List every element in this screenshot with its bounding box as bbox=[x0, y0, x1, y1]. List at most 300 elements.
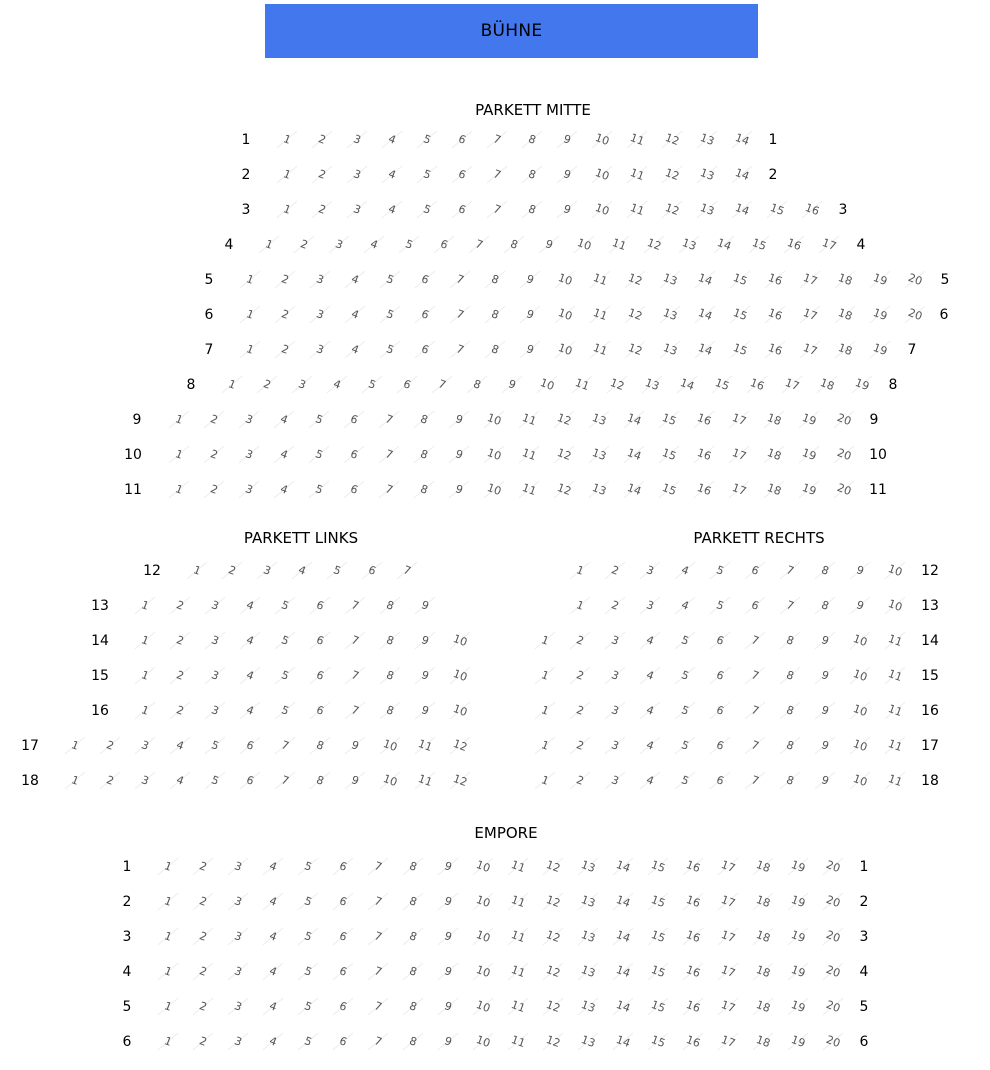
seat[interactable] bbox=[328, 997, 358, 1017]
seat[interactable] bbox=[357, 561, 387, 581]
seat[interactable] bbox=[223, 997, 253, 1017]
seat[interactable] bbox=[305, 736, 335, 756]
seat[interactable] bbox=[637, 375, 667, 395]
seat[interactable] bbox=[339, 480, 369, 500]
seat[interactable] bbox=[748, 997, 778, 1017]
seat[interactable] bbox=[188, 927, 218, 947]
seat[interactable] bbox=[585, 340, 615, 360]
seat[interactable] bbox=[375, 631, 405, 651]
seat[interactable] bbox=[199, 445, 229, 465]
seat[interactable] bbox=[328, 1032, 358, 1052]
seat[interactable] bbox=[678, 1032, 708, 1052]
seat[interactable] bbox=[635, 771, 665, 791]
seat[interactable] bbox=[829, 480, 859, 500]
seat[interactable] bbox=[340, 270, 370, 290]
seat[interactable] bbox=[794, 410, 824, 430]
seat[interactable] bbox=[619, 410, 649, 430]
seat[interactable] bbox=[530, 666, 560, 686]
seat[interactable] bbox=[305, 270, 335, 290]
seat[interactable] bbox=[532, 375, 562, 395]
seat[interactable] bbox=[153, 857, 183, 877]
seat[interactable] bbox=[427, 375, 457, 395]
seat[interactable] bbox=[549, 410, 579, 430]
seat[interactable] bbox=[777, 375, 807, 395]
seat[interactable] bbox=[705, 666, 735, 686]
seat[interactable] bbox=[304, 480, 334, 500]
seat[interactable] bbox=[445, 736, 475, 756]
seat[interactable] bbox=[742, 375, 772, 395]
seat[interactable] bbox=[375, 270, 405, 290]
seat[interactable] bbox=[200, 666, 230, 686]
seat[interactable] bbox=[783, 857, 813, 877]
seat[interactable] bbox=[324, 235, 354, 255]
seat[interactable] bbox=[900, 305, 930, 325]
seat[interactable] bbox=[235, 666, 265, 686]
seat[interactable] bbox=[690, 340, 720, 360]
seat[interactable] bbox=[608, 892, 638, 912]
seat[interactable] bbox=[657, 165, 687, 185]
seat[interactable] bbox=[705, 701, 735, 721]
seat[interactable] bbox=[235, 270, 265, 290]
seat[interactable] bbox=[398, 927, 428, 947]
seat[interactable] bbox=[552, 165, 582, 185]
seat[interactable] bbox=[429, 235, 459, 255]
seat[interactable] bbox=[600, 771, 630, 791]
seat[interactable] bbox=[573, 857, 603, 877]
seat[interactable] bbox=[705, 596, 735, 616]
seat[interactable] bbox=[165, 701, 195, 721]
seat[interactable] bbox=[60, 771, 90, 791]
seat[interactable] bbox=[374, 480, 404, 500]
seat[interactable] bbox=[252, 561, 282, 581]
seat[interactable] bbox=[363, 927, 393, 947]
seat[interactable] bbox=[188, 1032, 218, 1052]
seat[interactable] bbox=[865, 305, 895, 325]
seat[interactable] bbox=[165, 596, 195, 616]
seat[interactable] bbox=[270, 270, 300, 290]
seat[interactable] bbox=[517, 165, 547, 185]
seat[interactable] bbox=[272, 165, 302, 185]
seat[interactable] bbox=[602, 375, 632, 395]
seat[interactable] bbox=[748, 927, 778, 947]
seat[interactable] bbox=[678, 962, 708, 982]
seat[interactable] bbox=[622, 200, 652, 220]
seat[interactable] bbox=[153, 927, 183, 947]
seat[interactable] bbox=[810, 736, 840, 756]
seat[interactable] bbox=[635, 561, 665, 581]
seat[interactable] bbox=[619, 480, 649, 500]
seat[interactable] bbox=[305, 666, 335, 686]
seat[interactable] bbox=[258, 1032, 288, 1052]
seat[interactable] bbox=[565, 596, 595, 616]
seat[interactable] bbox=[480, 340, 510, 360]
seat[interactable] bbox=[775, 666, 805, 686]
seat[interactable] bbox=[845, 631, 875, 651]
seat[interactable] bbox=[635, 596, 665, 616]
seat[interactable] bbox=[392, 561, 422, 581]
seat[interactable] bbox=[619, 445, 649, 465]
seat[interactable] bbox=[328, 962, 358, 982]
seat[interactable] bbox=[200, 736, 230, 756]
seat[interactable] bbox=[223, 927, 253, 947]
seat[interactable] bbox=[707, 375, 737, 395]
seat[interactable] bbox=[713, 927, 743, 947]
seat[interactable] bbox=[655, 270, 685, 290]
seat[interactable] bbox=[410, 666, 440, 686]
seat[interactable] bbox=[339, 445, 369, 465]
seat[interactable] bbox=[565, 701, 595, 721]
seat[interactable] bbox=[587, 200, 617, 220]
seat[interactable] bbox=[727, 165, 757, 185]
seat[interactable] bbox=[845, 666, 875, 686]
seat[interactable] bbox=[643, 927, 673, 947]
seat[interactable] bbox=[503, 892, 533, 912]
seat[interactable] bbox=[759, 410, 789, 430]
seat[interactable] bbox=[130, 771, 160, 791]
seat[interactable] bbox=[235, 596, 265, 616]
seat[interactable] bbox=[165, 666, 195, 686]
seat[interactable] bbox=[480, 305, 510, 325]
seat[interactable] bbox=[410, 596, 440, 616]
seat[interactable] bbox=[503, 997, 533, 1017]
seat[interactable] bbox=[340, 701, 370, 721]
seat[interactable] bbox=[692, 165, 722, 185]
seat[interactable] bbox=[412, 200, 442, 220]
seat[interactable] bbox=[480, 270, 510, 290]
seat[interactable] bbox=[445, 340, 475, 360]
seat[interactable] bbox=[445, 270, 475, 290]
seat[interactable] bbox=[307, 165, 337, 185]
seat[interactable] bbox=[305, 771, 335, 791]
seat[interactable] bbox=[339, 410, 369, 430]
seat[interactable] bbox=[672, 375, 702, 395]
seat[interactable] bbox=[740, 631, 770, 651]
seat[interactable] bbox=[538, 857, 568, 877]
seat[interactable] bbox=[635, 666, 665, 686]
seat[interactable] bbox=[670, 561, 700, 581]
seat[interactable] bbox=[900, 270, 930, 290]
seat[interactable] bbox=[412, 130, 442, 150]
seat[interactable] bbox=[620, 270, 650, 290]
seat[interactable] bbox=[445, 631, 475, 651]
seat[interactable] bbox=[549, 445, 579, 465]
seat[interactable] bbox=[235, 631, 265, 651]
seat[interactable] bbox=[865, 340, 895, 360]
seat[interactable] bbox=[258, 997, 288, 1017]
seat[interactable] bbox=[305, 305, 335, 325]
seat[interactable] bbox=[223, 892, 253, 912]
seat[interactable] bbox=[608, 962, 638, 982]
seat[interactable] bbox=[713, 1032, 743, 1052]
seat[interactable] bbox=[188, 997, 218, 1017]
seat[interactable] bbox=[845, 701, 875, 721]
seat[interactable] bbox=[503, 1032, 533, 1052]
seat[interactable] bbox=[254, 235, 284, 255]
seat[interactable] bbox=[725, 340, 755, 360]
seat[interactable] bbox=[444, 410, 474, 430]
seat[interactable] bbox=[394, 235, 424, 255]
seat[interactable] bbox=[759, 445, 789, 465]
seat[interactable] bbox=[468, 892, 498, 912]
seat[interactable] bbox=[608, 927, 638, 947]
seat[interactable] bbox=[503, 927, 533, 947]
seat[interactable] bbox=[363, 892, 393, 912]
seat[interactable] bbox=[795, 305, 825, 325]
seat[interactable] bbox=[95, 736, 125, 756]
seat[interactable] bbox=[462, 375, 492, 395]
seat[interactable] bbox=[670, 596, 700, 616]
seat[interactable] bbox=[565, 666, 595, 686]
seat[interactable] bbox=[130, 666, 160, 686]
seat[interactable] bbox=[810, 771, 840, 791]
seat[interactable] bbox=[409, 410, 439, 430]
seat[interactable] bbox=[880, 631, 910, 651]
seat[interactable] bbox=[740, 701, 770, 721]
seat[interactable] bbox=[845, 736, 875, 756]
seat[interactable] bbox=[409, 480, 439, 500]
seat[interactable] bbox=[269, 410, 299, 430]
seat[interactable] bbox=[293, 927, 323, 947]
seat[interactable] bbox=[847, 375, 877, 395]
seat[interactable] bbox=[223, 962, 253, 982]
seat[interactable] bbox=[608, 857, 638, 877]
seat[interactable] bbox=[538, 962, 568, 982]
seat[interactable] bbox=[468, 857, 498, 877]
seat[interactable] bbox=[199, 410, 229, 430]
seat[interactable] bbox=[272, 200, 302, 220]
seat[interactable] bbox=[340, 631, 370, 651]
seat[interactable] bbox=[410, 631, 440, 651]
seat[interactable] bbox=[727, 130, 757, 150]
seat[interactable] bbox=[565, 561, 595, 581]
seat[interactable] bbox=[818, 962, 848, 982]
seat[interactable] bbox=[153, 892, 183, 912]
seat[interactable] bbox=[398, 997, 428, 1017]
seat[interactable] bbox=[223, 857, 253, 877]
seat[interactable] bbox=[377, 165, 407, 185]
seat[interactable] bbox=[398, 857, 428, 877]
seat[interactable] bbox=[705, 561, 735, 581]
seat[interactable] bbox=[604, 235, 634, 255]
seat[interactable] bbox=[200, 631, 230, 651]
seat[interactable] bbox=[724, 445, 754, 465]
seat[interactable] bbox=[775, 736, 805, 756]
seat[interactable] bbox=[740, 596, 770, 616]
seat[interactable] bbox=[433, 962, 463, 982]
seat[interactable] bbox=[340, 736, 370, 756]
seat[interactable] bbox=[130, 596, 160, 616]
seat[interactable] bbox=[392, 375, 422, 395]
seat[interactable] bbox=[342, 165, 372, 185]
seat[interactable] bbox=[654, 410, 684, 430]
seat[interactable] bbox=[342, 200, 372, 220]
seat[interactable] bbox=[374, 410, 404, 430]
seat[interactable] bbox=[433, 1032, 463, 1052]
seat[interactable] bbox=[199, 480, 229, 500]
seat[interactable] bbox=[287, 561, 317, 581]
seat[interactable] bbox=[217, 561, 247, 581]
seat[interactable] bbox=[585, 270, 615, 290]
seat[interactable] bbox=[635, 736, 665, 756]
seat[interactable] bbox=[608, 997, 638, 1017]
seat[interactable] bbox=[530, 736, 560, 756]
seat[interactable] bbox=[818, 857, 848, 877]
seat[interactable] bbox=[305, 340, 335, 360]
seat[interactable] bbox=[445, 771, 475, 791]
seat[interactable] bbox=[538, 1032, 568, 1052]
seat[interactable] bbox=[375, 596, 405, 616]
seat[interactable] bbox=[270, 701, 300, 721]
seat[interactable] bbox=[410, 305, 440, 325]
seat[interactable] bbox=[445, 701, 475, 721]
seat[interactable] bbox=[565, 736, 595, 756]
seat[interactable] bbox=[363, 857, 393, 877]
seat[interactable] bbox=[287, 375, 317, 395]
seat[interactable] bbox=[713, 892, 743, 912]
seat[interactable] bbox=[293, 857, 323, 877]
seat[interactable] bbox=[130, 736, 160, 756]
seat[interactable] bbox=[724, 480, 754, 500]
seat[interactable] bbox=[322, 375, 352, 395]
seat[interactable] bbox=[830, 340, 860, 360]
seat[interactable] bbox=[775, 771, 805, 791]
seat[interactable] bbox=[639, 235, 669, 255]
seat[interactable] bbox=[880, 596, 910, 616]
seat[interactable] bbox=[670, 771, 700, 791]
seat[interactable] bbox=[517, 130, 547, 150]
seat[interactable] bbox=[497, 375, 527, 395]
seat[interactable] bbox=[270, 771, 300, 791]
seat[interactable] bbox=[810, 631, 840, 651]
seat[interactable] bbox=[538, 892, 568, 912]
seat[interactable] bbox=[783, 892, 813, 912]
seat[interactable] bbox=[814, 235, 844, 255]
seat[interactable] bbox=[600, 701, 630, 721]
seat[interactable] bbox=[398, 892, 428, 912]
seat[interactable] bbox=[153, 997, 183, 1017]
seat[interactable] bbox=[587, 165, 617, 185]
seat[interactable] bbox=[748, 892, 778, 912]
seat[interactable] bbox=[398, 1032, 428, 1052]
seat[interactable] bbox=[538, 997, 568, 1017]
seat[interactable] bbox=[740, 561, 770, 581]
seat[interactable] bbox=[587, 130, 617, 150]
seat[interactable] bbox=[692, 130, 722, 150]
seat[interactable] bbox=[830, 270, 860, 290]
seat[interactable] bbox=[655, 340, 685, 360]
seat[interactable] bbox=[307, 130, 337, 150]
seat[interactable] bbox=[794, 445, 824, 465]
seat[interactable] bbox=[600, 666, 630, 686]
seat[interactable] bbox=[293, 892, 323, 912]
seat[interactable] bbox=[724, 410, 754, 430]
seat[interactable] bbox=[657, 200, 687, 220]
seat[interactable] bbox=[258, 927, 288, 947]
seat[interactable] bbox=[692, 200, 722, 220]
seat[interactable] bbox=[340, 305, 370, 325]
seat[interactable] bbox=[165, 771, 195, 791]
seat[interactable] bbox=[307, 200, 337, 220]
seat[interactable] bbox=[182, 561, 212, 581]
seat[interactable] bbox=[269, 445, 299, 465]
seat[interactable] bbox=[234, 410, 264, 430]
seat[interactable] bbox=[258, 892, 288, 912]
seat[interactable] bbox=[775, 631, 805, 651]
seat[interactable] bbox=[130, 631, 160, 651]
seat[interactable] bbox=[340, 666, 370, 686]
seat[interactable] bbox=[305, 596, 335, 616]
seat[interactable] bbox=[340, 596, 370, 616]
seat[interactable] bbox=[499, 235, 529, 255]
seat[interactable] bbox=[569, 235, 599, 255]
seat[interactable] bbox=[880, 701, 910, 721]
seat[interactable] bbox=[818, 1032, 848, 1052]
seat[interactable] bbox=[410, 701, 440, 721]
seat[interactable] bbox=[165, 631, 195, 651]
seat[interactable] bbox=[304, 445, 334, 465]
seat[interactable] bbox=[270, 736, 300, 756]
seat[interactable] bbox=[810, 561, 840, 581]
seat[interactable] bbox=[779, 235, 809, 255]
seat[interactable] bbox=[600, 736, 630, 756]
seat[interactable] bbox=[464, 235, 494, 255]
seat[interactable] bbox=[550, 305, 580, 325]
seat[interactable] bbox=[689, 410, 719, 430]
seat[interactable] bbox=[759, 480, 789, 500]
seat[interactable] bbox=[573, 927, 603, 947]
seat[interactable] bbox=[270, 305, 300, 325]
seat[interactable] bbox=[643, 1032, 673, 1052]
seat[interactable] bbox=[164, 480, 194, 500]
seat[interactable] bbox=[783, 927, 813, 947]
seat[interactable] bbox=[705, 736, 735, 756]
seat[interactable] bbox=[845, 771, 875, 791]
seat[interactable] bbox=[445, 666, 475, 686]
seat[interactable] bbox=[270, 666, 300, 686]
seat[interactable] bbox=[600, 561, 630, 581]
seat[interactable] bbox=[674, 235, 704, 255]
seat[interactable] bbox=[153, 1032, 183, 1052]
seat[interactable] bbox=[60, 736, 90, 756]
seat[interactable] bbox=[810, 701, 840, 721]
seat[interactable] bbox=[165, 736, 195, 756]
seat[interactable] bbox=[200, 596, 230, 616]
seat[interactable] bbox=[552, 200, 582, 220]
seat[interactable] bbox=[740, 771, 770, 791]
seat[interactable] bbox=[340, 340, 370, 360]
seat[interactable] bbox=[573, 997, 603, 1017]
seat[interactable] bbox=[534, 235, 564, 255]
seat[interactable] bbox=[444, 480, 474, 500]
seat[interactable] bbox=[748, 1032, 778, 1052]
seat[interactable] bbox=[433, 927, 463, 947]
seat[interactable] bbox=[705, 631, 735, 651]
seat[interactable] bbox=[95, 771, 125, 791]
seat[interactable] bbox=[762, 200, 792, 220]
seat[interactable] bbox=[584, 480, 614, 500]
seat[interactable] bbox=[515, 305, 545, 325]
seat[interactable] bbox=[479, 480, 509, 500]
seat[interactable] bbox=[252, 375, 282, 395]
seat[interactable] bbox=[468, 927, 498, 947]
seat[interactable] bbox=[447, 200, 477, 220]
seat[interactable] bbox=[748, 857, 778, 877]
seat[interactable] bbox=[538, 927, 568, 947]
seat[interactable] bbox=[670, 631, 700, 651]
seat[interactable] bbox=[515, 340, 545, 360]
seat[interactable] bbox=[829, 410, 859, 430]
seat[interactable] bbox=[713, 962, 743, 982]
